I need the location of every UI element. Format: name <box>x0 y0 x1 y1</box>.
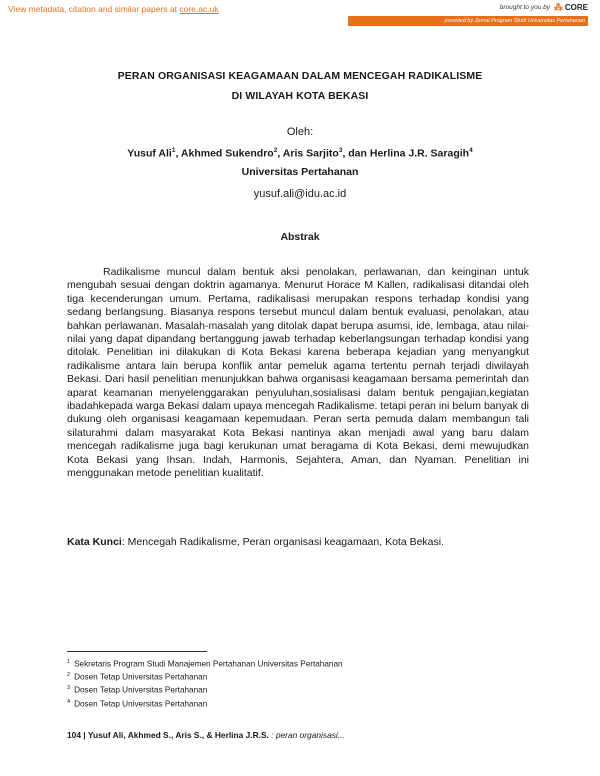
keywords-label: Kata Kunci <box>67 536 122 548</box>
author-affiliation-mark: 2 <box>273 147 278 154</box>
footnote: $^2$ Dosen Tetap Universitas Pertahanan <box>67 672 208 682</box>
footnote: $^3$ Dosen Tetap Universitas Pertahanan <box>67 685 208 696</box>
abstract-body: Radikalisme muncul dalam bentuk aksi penolakan, perlawanan, dan keinginan untuk mengubah sesuai dengan doktrin agamanya. Menurut Horace M Kallen, radikalisasi ditandai oleh tiga kecenderungan umum. Pertama, radikalisasi merupakan respons terhadap kondisi yang sedang berlangsung. Biasanya respons tersebut muncul dalam bentuk evaluasi, penolakan, atau bahkan perlawanan. Masalah-masalah yang ditolak dapat berupa asumsi, ide, lembaga, atau nilai-nilai yang dapat dipandang bertanggung jawab terhadap keberlangsungan terhadap kondisi yang ditolak. Penelitian ini dilakukan di Kota Bekasi karena beberapa kejadian yang menyangkut radikalisme antara lain berupa konflik antar pemeluk agama tertentu pernah terjadi diwilayah Bekasi. Dari hasil penelitian menunjukkan bahwa organisasi keagamaan bersama pemerintah dan aparat keamanan menyelenggarakan penyuluhan,sosialisasi dalam bentuk pengajian,kegiatan ibadahkepada warga Bekasi dalam upaya mencegah Radikalisme. tetapi peran ini belum banyak di dukung oleh organisasi keagamaan kepemudaan. Peran serta pemuda dalam membangun tali silaturahmi dalam masyarakat Kota Bekasi nantinya akan menjadi awal yang baru dalam mencegah radikalisme juga bagi kerukunan umat beragama di Kota Bekasi, demi mewujudkan Kota Bekasi yang Ihsan. Indah, Harmonis, Sejahtera, Aman, dan Nyaman. Penelitian ini menggunakan metode penelitian kualitatif. <box>67 266 529 480</box>
footer-authors: | Yusuf Ali, Akhmed S., Aris S., & Herlina J.R.S. <box>80 730 269 740</box>
core-metadata-link[interactable]: View metadata, citation and similar papers at core.ac.uk <box>8 4 219 14</box>
title-line-1: PERAN ORGANISASI KEAGAMAAN DALAM MENCEGAH RADIKALISME <box>117 70 483 82</box>
brought-by-text: brought to you by <box>499 4 550 11</box>
author-name: Yusuf Ali <box>127 147 172 160</box>
page-footer <box>67 730 537 740</box>
author-name: Aris Sarjito <box>282 147 339 160</box>
keywords <box>67 536 529 548</box>
core-logo-icon: ⁂ <box>553 2 563 12</box>
by-label: Oleh: <box>286 126 314 138</box>
abstract-heading: Abstrak <box>280 231 320 243</box>
title-line-2: DI WILAYAH KOTA BEKASI <box>231 90 369 102</box>
author-list: Yusuf Ali$^1$, Akhmed Sukendro$^2$, Aris Sarjito$^3$, dan Herlina J.R. Saragih$^4$ <box>127 147 473 160</box>
university: Universitas Pertahanan <box>241 166 359 178</box>
provided-by-bar: provided by Jurnal Program Studi Universitas Pertahanan <box>348 16 588 26</box>
author-affiliation-mark: 1 <box>171 147 176 154</box>
footer-running-title: : peran organisasi... <box>268 730 345 740</box>
footnotes <box>67 657 537 710</box>
author-email: yusuf.ali@idu.ac.id <box>253 188 347 200</box>
footnote-divider <box>67 651 207 652</box>
keywords-text: : Mencegah Radikalisme, Peran organisasi keagamaan, Kota Bekasi. <box>121 536 445 548</box>
author-name: Akhmed Sukendro <box>180 147 274 160</box>
core-banner <box>0 0 600 28</box>
author-affiliation-mark: 4 <box>469 147 473 154</box>
paper-title <box>0 66 600 106</box>
author-name: Herlina J.R. Saragih <box>369 147 470 160</box>
footnote: $^4$ Dosen Tetap Universitas Pertahanan <box>67 698 208 709</box>
author-affiliation-mark: 3 <box>338 147 343 154</box>
core-logo[interactable]: ⁂ CORE <box>553 2 588 12</box>
page-number: 104 <box>67 730 81 740</box>
footnote: $^1$ Sekretaris Program Studi Manajemen Pertahanan Universitas Pertahanan <box>67 659 343 669</box>
